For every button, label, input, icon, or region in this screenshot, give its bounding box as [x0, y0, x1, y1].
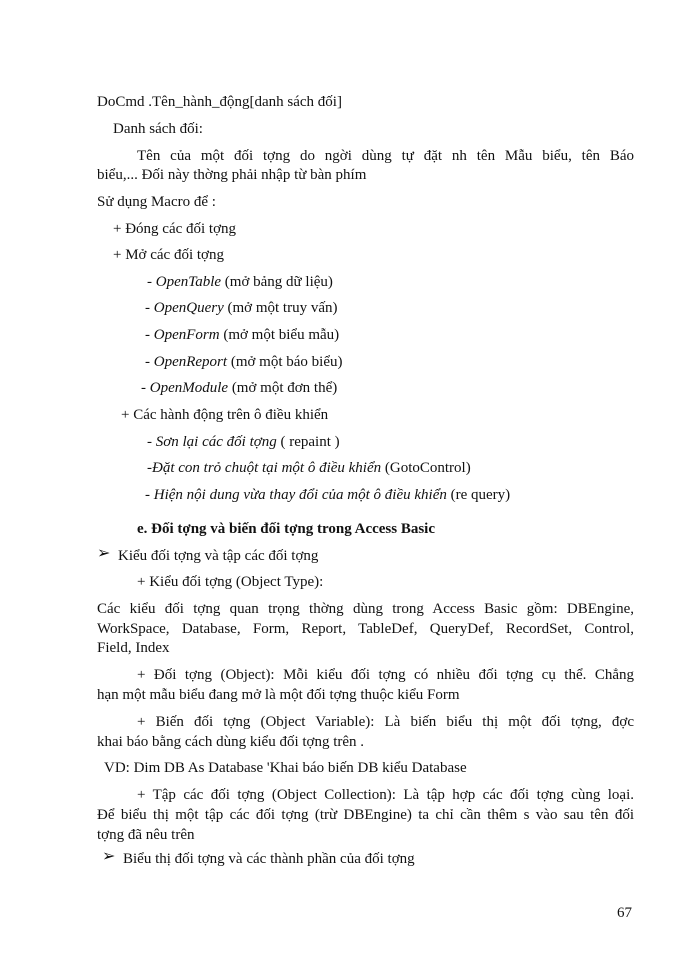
open-table-item — [147, 273, 333, 291]
requery-desc: - Hiện nội dung vừa thay đổi của một ô điều khiển — [145, 487, 447, 503]
open-module-name: OpenModule — [149, 380, 229, 396]
open-table-dash: - — [147, 274, 156, 290]
object-types-list-line-1: Các kiểu đối tợng quan trọng thờng dùng trong Access Basic gồm: DBEngine, — [97, 601, 634, 617]
object-type-item: + Kiểu đối tợng (Object Type): — [137, 574, 324, 590]
argument-description-line-1: Tên của một đối tợng do ngời dùng tự đặt nh tên Mẫu biểu, tên Báo — [137, 148, 634, 164]
page-number: 67 — [617, 905, 632, 921]
goto-control-code: (GotoControl) — [381, 460, 471, 476]
object-components-bullet: Biểu thị đối tợng và các thành phần của đối tợng — [123, 851, 415, 867]
open-module-dash: - — [141, 380, 150, 396]
open-form-name: OpenForm — [153, 327, 220, 343]
goto-control-desc: -Đặt con trỏ chuột tại một ô điều khiển — [147, 460, 382, 476]
example-line: VD: Dim DB As Database 'Khai báo biến DB kiểu Database — [104, 760, 467, 776]
object-types-bullet: Kiểu đối tợng và tập các đối tợng — [118, 548, 319, 564]
arrow-bullet-icon: ➢ — [97, 545, 111, 562]
open-objects-item: + Mở các đối tợng — [113, 247, 224, 263]
open-form-item — [145, 326, 339, 344]
object-variable-line-1: + Biến đối tợng (Object Variable): Là biến biểu thị một đối tợng, đợc — [137, 714, 634, 730]
collection-line-1: + Tập các đối tợng (Object Collection): Là tập hợp các đối tợng cùng loại. — [137, 787, 634, 803]
repaint-item — [147, 433, 340, 451]
docmd-syntax-line: DoCmd .Tên_hành_động[danh sách đối] — [97, 94, 342, 110]
open-table-desc: (mở bảng dữ liệu) — [221, 274, 333, 290]
open-report-name: OpenReport — [153, 354, 228, 370]
open-module-desc: (mở một đơn thể) — [228, 380, 338, 396]
open-query-dash: - — [145, 300, 154, 316]
close-objects-item: + Đóng các đối tợng — [113, 221, 237, 237]
open-query-desc: (mở một truy vấn) — [223, 300, 338, 316]
open-form-dash: - — [145, 327, 154, 343]
arrow-bullet-icon: ➢ — [102, 848, 116, 865]
arguments-heading: Danh sách đối: — [113, 121, 203, 137]
object-variable-line-2: khai báo bằng cách dùng kiểu đối tợng trên . — [97, 734, 365, 750]
section-e-heading: e. Đối tợng và biến đối tợng trong Access Basic — [137, 521, 436, 537]
collection-line-2: Để biểu thị một tập các đối tợng (trừ DBEngine) ta chỉ cần thêm s vào sau tên đối — [97, 807, 634, 823]
open-query-name: OpenQuery — [153, 300, 224, 316]
open-report-item — [145, 353, 343, 371]
open-report-dash: - — [145, 354, 154, 370]
object-types-list-line-3: Field, Index — [97, 640, 170, 656]
requery-item — [145, 486, 510, 504]
object-paragraph-line-2: hạn một mẫu biểu đang mở là một đối tợng thuộc kiểu Form — [97, 687, 460, 703]
open-module-item — [141, 379, 337, 397]
control-actions-item: + Các hành động trên ô điều khiển — [121, 407, 329, 423]
repaint-desc: - Sơn lại các đối tợng — [147, 434, 277, 450]
open-query-item — [145, 299, 337, 317]
macro-usage-heading: Sử dụng Macro để : — [97, 194, 216, 210]
open-form-desc: (mở một biểu mẫu) — [219, 327, 340, 343]
goto-control-item — [147, 459, 471, 477]
open-report-desc: (mở một báo biểu) — [227, 354, 343, 370]
object-types-list-line-2: WorkSpace, Database, Form, Report, TableDef, QueryDef, RecordSet, Control, — [97, 621, 634, 637]
argument-description-line-2: biểu,... Đối này thờng phải nhập từ bàn phím — [97, 167, 367, 183]
requery-code: (re query) — [446, 487, 511, 503]
collection-line-3: tợng đã nêu trên — [97, 827, 195, 843]
repaint-code: ( repaint ) — [276, 434, 340, 450]
object-paragraph-line-1: + Đối tợng (Object): Mỗi kiểu đối tợng có nhiều đối tợng cụ thể. Chẳng — [137, 667, 634, 683]
open-table-name: OpenTable — [155, 274, 222, 290]
